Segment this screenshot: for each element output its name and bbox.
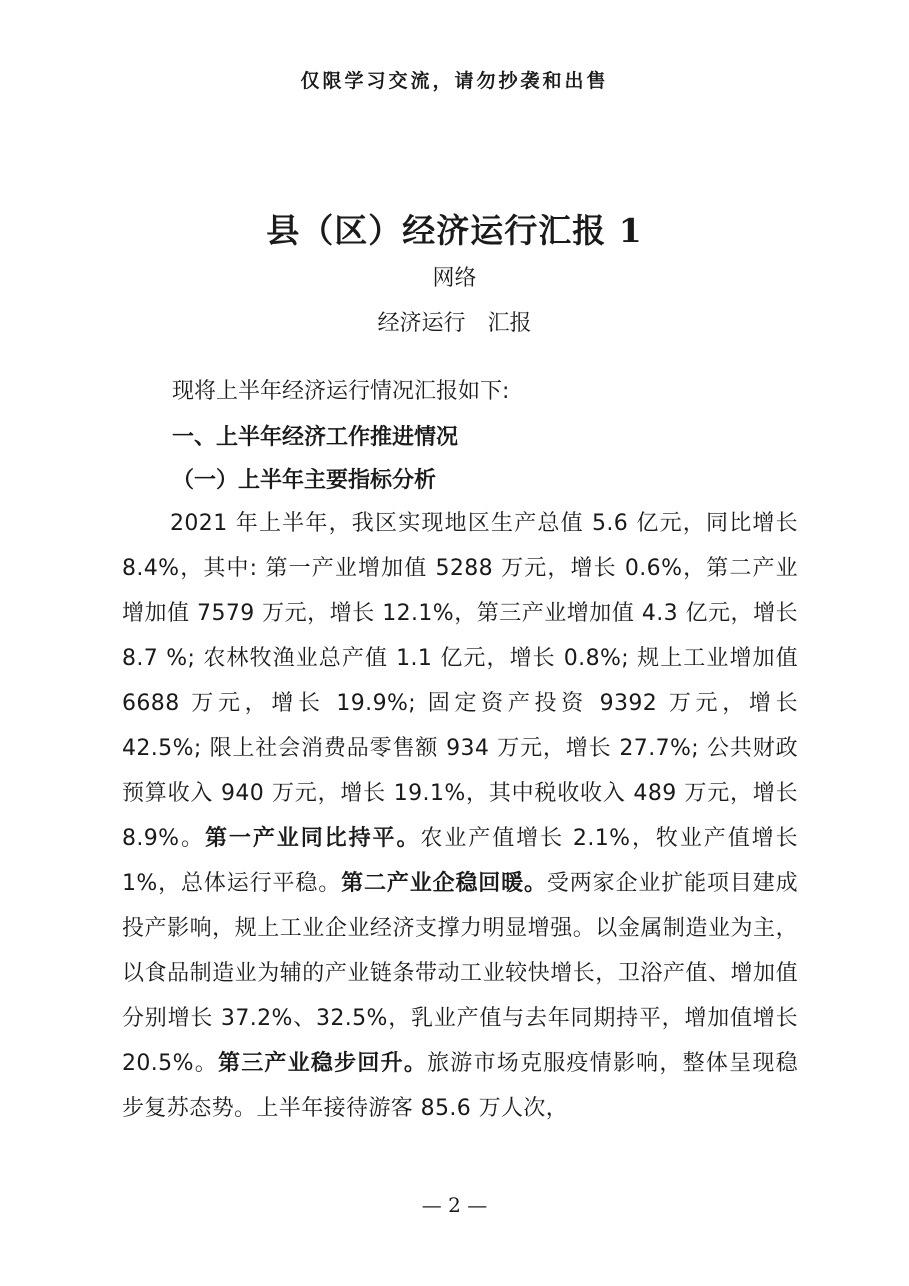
page-number: — 2 — bbox=[421, 1193, 488, 1217]
paragraph-text-2: 农业产值增长 2.1%，牧业产值增长 1%，总体运行平稳。 bbox=[122, 826, 798, 896]
paragraph-text-1: 2021 年上半年，我区实现地区生产总值 5.6 亿元，同比增长 8.4%，其中: 第一产业增加值 5288 万元，增长 0.6%，第二产业增加值 7579 万元，增长 12.1%，第三产业增加值 4.3 亿元，增长 8.7 %; 农林牧渔业总产值 1.1 亿元，增长 0.8%; 规上工业增加值 6688 万元，增长 19.9%; 固定资产投资 9392 万元，增长 42.5%; 限上社会消费品零售额 934 万元，增长 27.7%; 公共财政预算收入 940 万元，增长 19.1%，其中税收收入 489 万元，增长 8.9%。 bbox=[122, 511, 798, 851]
bold-phrase-1: 第一产业同比持平。 bbox=[204, 826, 421, 851]
document-title: 县（区）经济运行汇报 1 bbox=[266, 211, 643, 250]
bold-phrase-3: 第三产业稳步回升。 bbox=[217, 1051, 428, 1076]
document-keywords bbox=[0, 306, 909, 337]
body-paragraph bbox=[122, 501, 798, 1131]
keyword-2: 汇报 bbox=[487, 311, 532, 336]
intro-line: 现将上半年经济运行情况汇报如下: bbox=[172, 379, 510, 404]
bold-phrase-2: 第二产业企稳回暖。 bbox=[341, 871, 547, 896]
paragraph-text-4: 旅游市场克服疫情影响，整体呈现稳步复苏态势。上半年接待游客 85.6 万人次， bbox=[122, 1051, 798, 1121]
subsection-heading: （一）上半年主要指标分析 bbox=[172, 468, 437, 493]
page-header-notice: 仅限学习交流，请勿抄袭和出售 bbox=[300, 70, 609, 92]
document-author: 网络 bbox=[432, 266, 477, 291]
keyword-1: 经济运行 bbox=[377, 311, 466, 336]
paragraph-text-3: 受两家企业扩能项目建成投产影响，规上工业企业经济支撑力明显增强。以金属制造业为主，以食品制造业为辅的产业链条带动工业较快增长，卫浴产值、增加值分别增长 37.2%、32.5%，乳业产值与去年同期持平，增加值增长 20.5%。 bbox=[122, 871, 798, 1076]
section-heading: 一、上半年经济工作推进情况 bbox=[172, 425, 459, 450]
